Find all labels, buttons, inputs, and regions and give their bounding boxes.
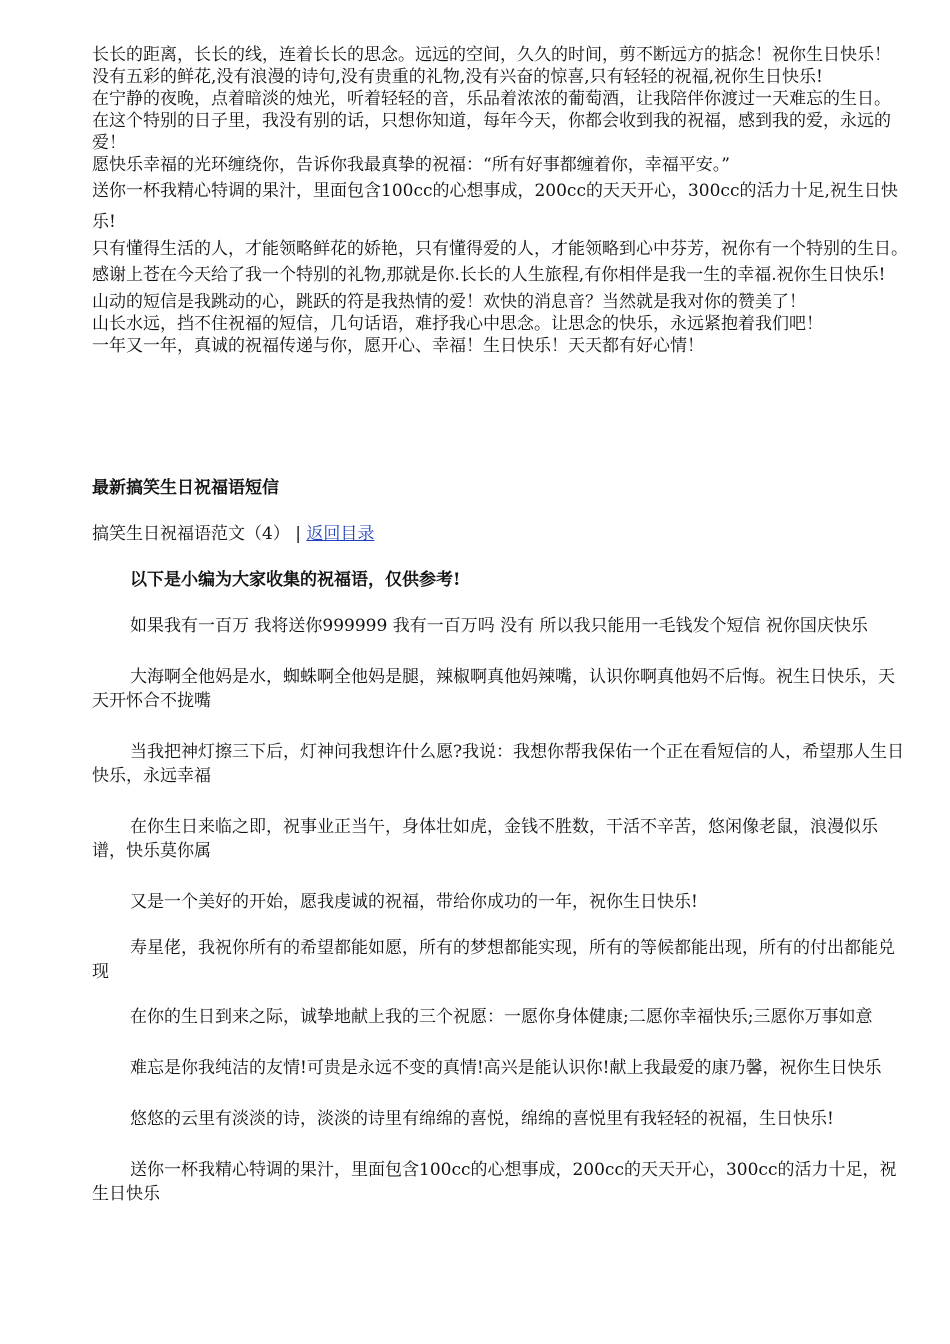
wish-item: 如果我有一百万 我将送你999999 我有一百万吗 没有 所以我只能用一毛钱发个短信 祝你国庆快乐 [130, 616, 868, 636]
wish-item: 在你生日来临之即，祝事业正当午，身体壮如虎，金钱不胜数，干活不辛苦，悠闲像老鼠，浪漫似乐谱，快乐莫你属 [92, 817, 878, 861]
intro-paragraph-6: 送你一杯我精心特调的果汁，里面包含100cc的心想事成，200cc的天天开心，300cc的活力十足,祝生日快乐! [92, 181, 898, 232]
section-heading: 最新搞笑生日祝福语短信 [92, 478, 279, 498]
intro-paragraph-2: 没有五彩的鲜花,没有浪漫的诗句,没有贵重的礼物,没有兴奋的惊喜,只有轻轻的祝福,祝你生日快乐! [92, 67, 823, 87]
intro-paragraph-1: 长长的距离，长长的线，连着长长的思念。远远的空间，久久的时间，剪不断远方的掂念！祝你生日快乐！ [92, 45, 891, 65]
separator: | [289, 524, 307, 544]
wish-item: 在你的生日到来之际，诚挚地献上我的三个祝愿：一愿你身体健康;二愿你幸福快乐;三愿你万事如意 [130, 1007, 873, 1027]
wish-item: 难忘是你我纯洁的友情!可贵是永远不变的真情!高兴是能认识你!献上我最爱的康乃馨，祝你生日快乐 [130, 1058, 882, 1078]
wish-item: 又是一个美好的开始，愿我虔诚的祝福，带给你成功的一年，祝你生日快乐! [130, 892, 698, 912]
subsection-line [92, 522, 374, 546]
wishes-list [92, 614, 907, 1206]
intro-paragraph-11: 一年又一年，真诚的祝福传递与你，愿开心、幸福！生日快乐！天天都有好心情！ [92, 336, 704, 356]
editor-note: 以下是小编为大家收集的祝福语，仅供参考! [130, 570, 461, 590]
subsection-title: 搞笑生日祝福语范文（4） [92, 524, 290, 544]
wish-item: 寿星佬，我祝你所有的希望都能如愿，所有的梦想都能实现，所有的等候都能出现，所有的付出都能兑现 [92, 938, 895, 982]
intro-paragraph-10: 山长水远，挡不住祝福的短信，几句话语，难抒我心中思念。让思念的快乐，永远紧抱着我们吧！ [92, 314, 823, 334]
intro-paragraph-9: 山动的短信是我跳动的心，跳跃的符是我热情的爱！欢快的消息音？当然就是我对你的赞美了！ [92, 292, 806, 312]
intro-paragraph-8: 感谢上苍在今天给了我一个特别的礼物,那就是你.长长的人生旅程,有你相伴是我一生的幸福.祝你生日快乐! [92, 265, 886, 285]
wish-item: 悠悠的云里有淡淡的诗，淡淡的诗里有绵绵的喜悦，绵绵的喜悦里有我轻轻的祝福，生日快乐! [130, 1109, 834, 1129]
wish-item: 大海啊全他妈是水，蜘蛛啊全他妈是腿，辣椒啊真他妈辣嘴，认识你啊真他妈不后悔。祝生日快乐，天天开怀合不拢嘴 [92, 667, 895, 711]
intro-paragraph-4: 在这个特别的日子里，我没有别的话，只想你知道，每年今天，你都会收到我的祝福，感到我的爱，永远的爱！ [92, 111, 891, 153]
back-to-toc-link[interactable]: 返回目录 [306, 524, 375, 544]
wish-item: 送你一杯我精心特调的果汁，里面包含100cc的心想事成，200cc的天天开心，300cc的活力十足，祝生日快乐 [92, 1160, 897, 1204]
intro-block [92, 44, 912, 357]
intro-paragraph-3: 在宁静的夜晚，点着暗淡的烛光，听着轻轻的音，乐品着浓浓的葡萄酒，让我陪伴你渡过一天难忘的生日。 [92, 89, 891, 109]
intro-paragraph-7: 只有懂得生活的人，才能领略鲜花的娇艳，只有懂得爱的人，才能领略到心中芬芳，祝你有一个特别的生日。 [92, 239, 908, 259]
intro-paragraph-5: 愿快乐幸福的光环缠绕你，告诉你我最真挚的祝福：“所有好事都缠着你，幸福平安。” [92, 155, 730, 175]
wish-item: 当我把神灯擦三下后，灯神问我想许什么愿?我说：我想你帮我保佑一个正在看短信的人，希望那人生日快乐，永远幸福 [92, 742, 905, 786]
